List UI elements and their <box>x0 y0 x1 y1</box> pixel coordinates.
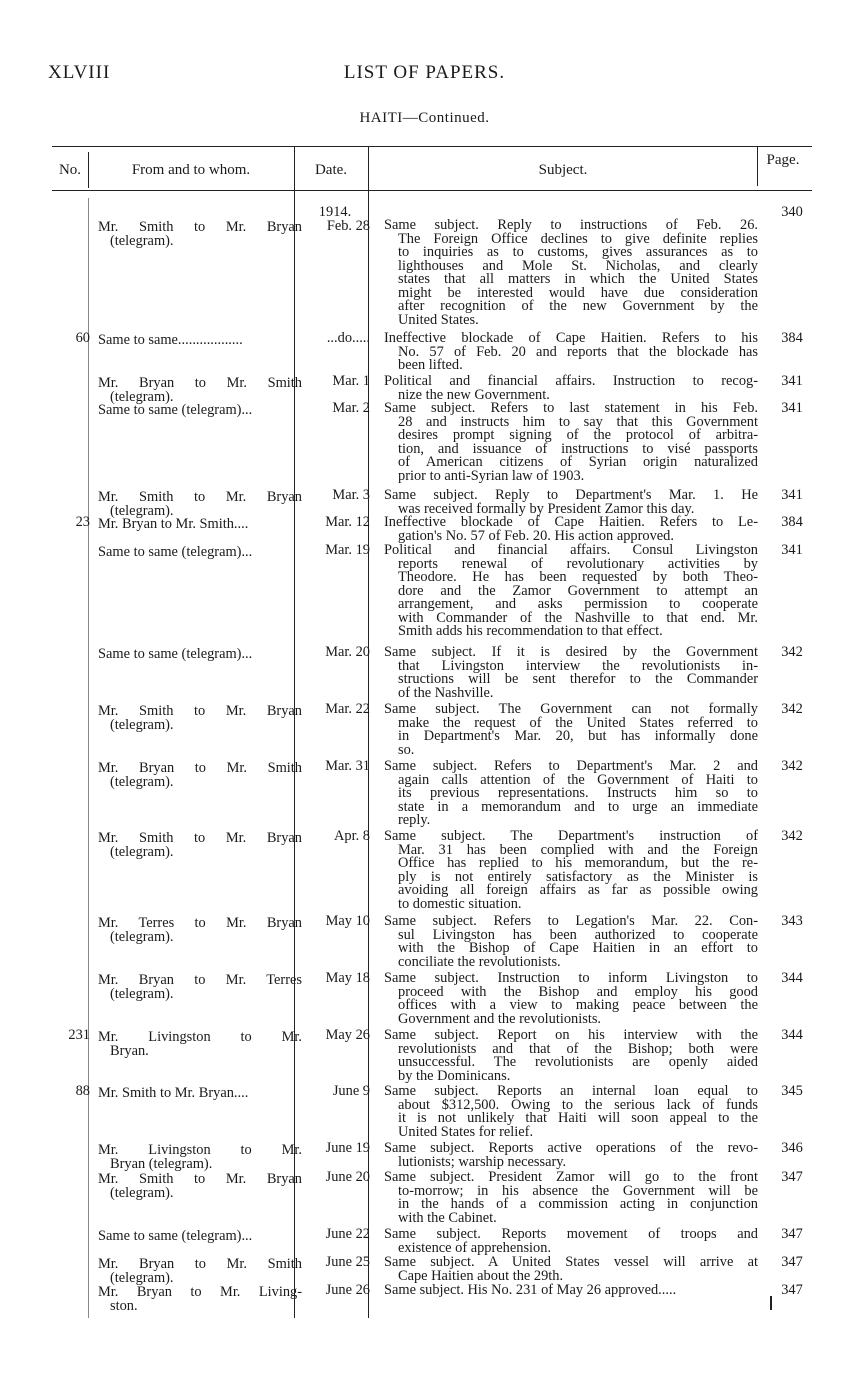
row-subject-line: Same subject. Refers to last statement in his Feb. <box>384 400 758 416</box>
row-subject-line: Political and financial affairs. Consul Livingston <box>384 542 758 558</box>
row-subject-line: 28 and instructs him to say that this Government <box>398 413 758 430</box>
row-subject-line: states that all matters in which the United States <box>398 271 758 287</box>
row-date-line: Mar. 2 <box>332 400 370 416</box>
row-from-line: (telegram). <box>110 1184 174 1201</box>
row-from <box>98 917 302 944</box>
row-subject <box>384 1284 758 1298</box>
row-date-line: Mar. 31 <box>325 758 370 774</box>
row-from-line: (telegram). <box>110 985 174 1002</box>
row-subject-line: Cape Haitien about the 29th. <box>398 1267 564 1284</box>
row-subject-line: unsuccessful. The revolutionists are openly aided <box>398 1054 758 1070</box>
row-subject-line: so. <box>398 741 415 758</box>
row-subject <box>384 1085 758 1139</box>
row-from-line: (telegram). <box>110 843 174 860</box>
row-subject-line: Same subject. Reply to instructions of Feb. 26. <box>384 217 758 233</box>
row-date-line: June 25 <box>325 1254 370 1270</box>
row-page: 341 <box>781 487 803 503</box>
row-page: 344 <box>781 1027 803 1043</box>
row-from-line: Mr. Bryan to Mr. Smith <box>98 760 302 776</box>
row-subject <box>384 489 758 516</box>
row-subject <box>384 402 758 483</box>
row-subject-line: Same subject. Reports movement of troops and <box>384 1226 758 1242</box>
row-subject-line: after recognition of the new Government by the <box>398 298 758 314</box>
row-subject-line: tion, and issuance of instructions to visé passports <box>398 440 758 457</box>
row-subject-line: state in a memorandum and to urge an immediate <box>398 798 758 815</box>
row-from <box>98 377 302 404</box>
row-subject-line: with the Cabinet. <box>398 1209 497 1226</box>
section-heading: HAITI—Continued. <box>359 110 490 126</box>
row-subject-line: Government and the revolutionists. <box>398 1010 602 1027</box>
row-from-line: Same to same.................. <box>98 332 243 348</box>
row-subject-line: sul Livingston has been authorized to cooperate <box>398 926 758 943</box>
row-from <box>98 1173 302 1200</box>
row-from <box>98 648 302 662</box>
row-page: 341 <box>781 542 803 558</box>
row-subject-line: to inquiries as to customs, gives assurances as to <box>398 244 758 260</box>
row-from-line: Mr. Bryan to Mr. Smith <box>98 375 302 391</box>
row-subject-line: Political and financial affairs. Instruction to recog- <box>384 373 758 389</box>
row-subject-line: dore and the Zamor Government to attempt an <box>398 582 758 599</box>
row-date-line: Feb. 28 <box>326 217 370 234</box>
row-from <box>98 1286 302 1313</box>
row-subject <box>384 375 758 402</box>
table-header-rule <box>52 190 812 191</box>
row-subject <box>384 915 758 969</box>
row-date <box>300 915 370 929</box>
row-from-line: ston. <box>110 1297 138 1314</box>
row-from <box>98 1230 302 1244</box>
row-from-line: Mr. Bryan to Mr. Terres <box>98 972 302 988</box>
row-from-line: Mr. Livingston to Mr. <box>98 1029 302 1045</box>
row-subject <box>384 703 758 757</box>
row-date-line: Apr. 8 <box>334 828 370 844</box>
row-page: 347 <box>781 1226 803 1242</box>
row-subject-line: revolutionists and that of the Bishop; both were <box>398 1040 758 1057</box>
row-date <box>300 544 370 558</box>
row-from-line: Bryan (telegram). <box>110 1155 213 1172</box>
row-subject <box>384 646 758 700</box>
row-subject <box>384 972 758 1026</box>
row-date-line: Mar. 1 <box>332 373 370 389</box>
row-date <box>300 646 370 660</box>
row-from-line: (telegram). <box>110 773 174 790</box>
row-from-line: Mr. Smith to Mr. Bryan <box>98 1171 302 1187</box>
row-page: 347 <box>781 1169 803 1185</box>
row-subject-line: with the Bishop of Cape Haitien in an effort to <box>398 940 758 956</box>
row-from-line: (telegram). <box>110 388 174 405</box>
row-from <box>98 1144 302 1171</box>
row-page: 341 <box>781 373 803 389</box>
row-subject-line: make the request of the United States referred to <box>398 714 758 731</box>
row-subject-line: of the Nashville. <box>398 684 494 701</box>
row-subject-line: Same subject. His No. 231 of May 26 approved..... <box>384 1282 677 1298</box>
row-subject <box>384 1171 758 1225</box>
row-page: 342 <box>781 644 803 660</box>
row-subject-line: Same subject. President Zamor will go to the front <box>384 1169 758 1185</box>
row-subject-line: The Foreign Office declines to give definite replies <box>398 230 758 247</box>
row-date-line: Mar. 12 <box>325 514 370 530</box>
row-subject-line: might be interested would have due consideration <box>398 284 758 301</box>
row-from <box>98 974 302 1001</box>
row-subject-line: by the Dominicans. <box>398 1067 511 1084</box>
row-subject-line: Same subject. Reply to Department's Mar. 1. He <box>384 487 758 503</box>
row-from-line: Mr. Smith to Mr. Bryan <box>98 830 302 846</box>
row-from <box>98 546 302 560</box>
row-page: 341 <box>781 400 803 416</box>
row-from <box>98 762 302 789</box>
row-subject-line: conciliate the revolutionists. <box>398 953 561 970</box>
row-subject-line: lutionists; warship necessary. <box>398 1153 567 1170</box>
column-header-subject: Subject. <box>538 162 588 178</box>
row-date <box>300 1256 370 1270</box>
row-subject-line: Same subject. Reports active operations of the revo- <box>384 1140 758 1156</box>
row-date <box>300 516 370 530</box>
row-date-line: Mar. 3 <box>332 487 370 503</box>
row-from-line: Mr. Smith to Mr. Bryan.... <box>98 1085 249 1101</box>
row-subject-line: about $312,500. Owing to the serious lack of funds <box>398 1096 758 1113</box>
row-page: 384 <box>781 514 803 530</box>
row-subject-line: Same subject. Refers to Department's Mar. 2 and <box>384 758 758 774</box>
row-subject-line: Mar. 31 has been complied with and the Foreign <box>398 841 758 858</box>
row-subject-line: Same subject. A United States vessel will arrive at <box>384 1254 758 1270</box>
row-date-line: May 10 <box>325 913 370 929</box>
row-subject-line: to-morrow; in his absence the Government will be <box>398 1182 758 1199</box>
row-subject <box>384 332 758 373</box>
row-from <box>98 705 302 732</box>
row-subject-line: United States. <box>398 311 479 328</box>
row-subject-line: was received formally by President Zamor this day. <box>398 500 695 517</box>
row-from-line: Same to same (telegram)... <box>98 402 253 418</box>
row-from-line: (telegram). <box>110 232 174 249</box>
row-subject <box>384 1256 758 1283</box>
row-subject-line: its previous representations. Instructs him so to <box>398 785 758 801</box>
table-top-rule <box>52 146 812 147</box>
row-from-line: (telegram). <box>110 928 174 945</box>
row-date-line: Mar. 19 <box>325 542 370 558</box>
row-date-line: June 26 <box>325 1282 370 1298</box>
column-header-page: Page. <box>766 152 800 168</box>
row-subject-line: lighthouses and Mole St. Nicholas, and clearly <box>398 257 758 274</box>
row-subject-line: arrangement, and asks permission to cooperate <box>398 596 758 612</box>
row-date-line: June 20 <box>325 1169 370 1185</box>
row-subject-line: ply is not entirely satisfactory as the Minister is <box>398 868 758 885</box>
row-from-line: Mr. Bryan to Mr. Living- <box>98 1284 302 1300</box>
row-page: 342 <box>781 701 803 717</box>
row-subject <box>384 760 758 828</box>
row-from-line: Same to same (telegram)... <box>98 1228 253 1244</box>
row-from <box>98 404 302 418</box>
row-date <box>300 206 370 233</box>
row-subject-line: No. 57 of Feb. 20 and reports that the blockade has <box>398 343 758 360</box>
row-subject-line: Smith adds his recommendation to that effect. <box>398 623 663 639</box>
row-subject-line: desires prompt signing of the protocol of arbitra- <box>398 427 758 443</box>
row-page: 342 <box>781 758 803 774</box>
row-subject <box>384 1142 758 1169</box>
row-page: 345 <box>781 1083 803 1099</box>
row-from-line: Mr. Smith to Mr. Bryan <box>98 219 302 235</box>
row-date <box>300 830 370 844</box>
row-from-line: (telegram). <box>110 502 174 519</box>
row-from <box>98 1258 302 1285</box>
row-subject-line: gation's No. 57 of Feb. 20. His action approved. <box>398 527 674 544</box>
row-from <box>98 491 302 518</box>
row-subject-line: avoiding all foreign affairs as far as possible owing <box>398 882 758 898</box>
page-title: LIST OF PAPERS. <box>343 62 506 83</box>
row-date-line: Mar. 20 <box>325 644 370 660</box>
row-subject-line: Theodore. He has been requested by both Theo- <box>398 569 758 585</box>
row-subject-line: been lifted. <box>398 357 463 373</box>
row-subject-line: again calls attention of the Government of Haiti to <box>398 771 758 788</box>
row-date-line: May 26 <box>325 1027 370 1043</box>
column-header-date: Date. <box>314 162 348 178</box>
row-from <box>98 221 302 248</box>
row-subject-line: proceed with the Bishop and employ his good <box>398 983 758 1000</box>
row-subject <box>384 219 758 327</box>
row-subject-line: it is not unlikely that Haiti will soon appeal to the <box>398 1110 758 1126</box>
column-header-no: No. <box>58 162 82 178</box>
row-page: 344 <box>781 970 803 986</box>
row-from-line: Same to same (telegram)... <box>98 544 253 560</box>
row-from-line: (telegram). <box>110 1269 174 1286</box>
row-date-line: June 9 <box>332 1083 370 1099</box>
page-number: XLVIII <box>48 62 111 83</box>
row-subject-line: offices with a view to making peace between the <box>398 997 758 1013</box>
row-date-line: June 19 <box>325 1140 370 1156</box>
row-from <box>98 1031 302 1058</box>
row-page: 346 <box>781 1140 803 1156</box>
row-subject-line: prior to anti-Syrian law of 1903. <box>398 467 585 484</box>
row-date <box>300 1142 370 1156</box>
row-number: 88 <box>75 1083 90 1099</box>
row-date-line: 1914. <box>318 204 352 220</box>
row-subject-line: Same subject. Report on his interview with the <box>384 1027 758 1043</box>
row-number: 231 <box>68 1027 90 1043</box>
row-subject-line: Ineffective blockade of Cape Haitien. Refers to Le- <box>384 514 758 530</box>
row-date <box>300 1029 370 1043</box>
row-subject <box>384 1029 758 1083</box>
row-subject <box>384 516 758 543</box>
row-subject-line: Same subject. If it is desired by the Government <box>384 644 758 660</box>
row-from <box>98 334 302 348</box>
row-subject-line: Same subject. Instruction to inform Livingston to <box>384 970 758 986</box>
row-subject <box>384 830 758 911</box>
row-from-line: Bryan. <box>110 1042 149 1059</box>
row-page: 347 <box>781 1282 803 1298</box>
row-subject-line: Same subject. The Government can not formally <box>384 701 758 717</box>
row-date <box>300 760 370 774</box>
row-number: 23 <box>75 514 90 530</box>
row-date <box>300 402 370 416</box>
row-subject-line: reply. <box>398 812 431 828</box>
column-header-from: From and to whom. <box>131 162 251 178</box>
row-subject-line: in the hands of a commission acting in conjunction <box>398 1196 758 1212</box>
row-date <box>300 972 370 986</box>
row-subject-line: Same subject. Refers to Legation's Mar. 22. Con- <box>384 913 758 929</box>
row-date-line: Mar. 22 <box>325 701 370 717</box>
row-subject-line: with Commander of the Nashville to that end. Mr. <box>398 609 758 626</box>
row-subject <box>384 1228 758 1255</box>
row-date <box>300 1171 370 1185</box>
row-page: 384 <box>781 330 803 346</box>
row-from <box>98 832 302 859</box>
row-date <box>300 1228 370 1242</box>
row-date <box>300 332 370 346</box>
row-from <box>98 518 302 532</box>
row-from-line: Mr. Smith to Mr. Bryan <box>98 489 302 505</box>
row-subject-line: reports renewal of revolutionary activities by <box>398 555 758 572</box>
row-subject-line: of American citizens of Syrian origin naturalized <box>398 454 758 470</box>
row-subject-line: Office has replied to his memorandum, but the re- <box>398 855 758 871</box>
row-page: 340 <box>781 204 803 220</box>
row-subject-line: existence of apprehension. <box>398 1239 552 1256</box>
row-subject-line: Same subject. Reports an internal loan equal to <box>384 1083 758 1099</box>
row-subject-line: that Livingston interview the revolutionists in- <box>398 657 758 674</box>
row-date <box>300 1085 370 1099</box>
row-from-line: Same to same (telegram)... <box>98 646 253 662</box>
row-from-line: Mr. Bryan to Mr. Smith.... <box>98 516 249 532</box>
row-from-line: Mr. Livingston to Mr. <box>98 1142 302 1158</box>
row-date-line: June 22 <box>325 1226 370 1242</box>
row-subject-line: in Department's Mar. 20, but has informally done <box>398 728 758 744</box>
row-subject-line: structions will be sent therefor to the Commander <box>398 671 758 687</box>
row-subject-line: Ineffective blockade of Cape Haitien. Refers to his <box>384 330 758 346</box>
row-from-line: (telegram). <box>110 716 174 733</box>
row-from-line: Mr. Terres to Mr. Bryan <box>98 915 302 931</box>
row-page: 347 <box>781 1254 803 1270</box>
row-date <box>300 1284 370 1298</box>
col-divider-left <box>88 198 89 1318</box>
row-subject-line: Same subject. The Department's instruction of <box>384 828 758 844</box>
row-date <box>300 375 370 389</box>
row-subject-line: to domestic situation. <box>398 895 522 912</box>
row-subject <box>384 544 758 639</box>
row-page: 342 <box>781 828 803 844</box>
row-page: 343 <box>781 913 803 929</box>
col-divider-4b <box>770 1296 772 1310</box>
row-date-line: ...do..... <box>326 330 370 346</box>
row-number: 60 <box>75 330 90 346</box>
row-date <box>300 489 370 503</box>
row-from <box>98 1087 302 1101</box>
row-date <box>300 703 370 717</box>
row-date-line: May 18 <box>325 970 370 986</box>
row-from-line: Mr. Smith to Mr. Bryan <box>98 703 302 719</box>
page-header <box>48 62 801 92</box>
row-subject-line: nize the new Government. <box>398 386 550 403</box>
row-subject-line: United States for relief. <box>398 1123 534 1140</box>
row-from-line: Mr. Bryan to Mr. Smith <box>98 1256 302 1272</box>
